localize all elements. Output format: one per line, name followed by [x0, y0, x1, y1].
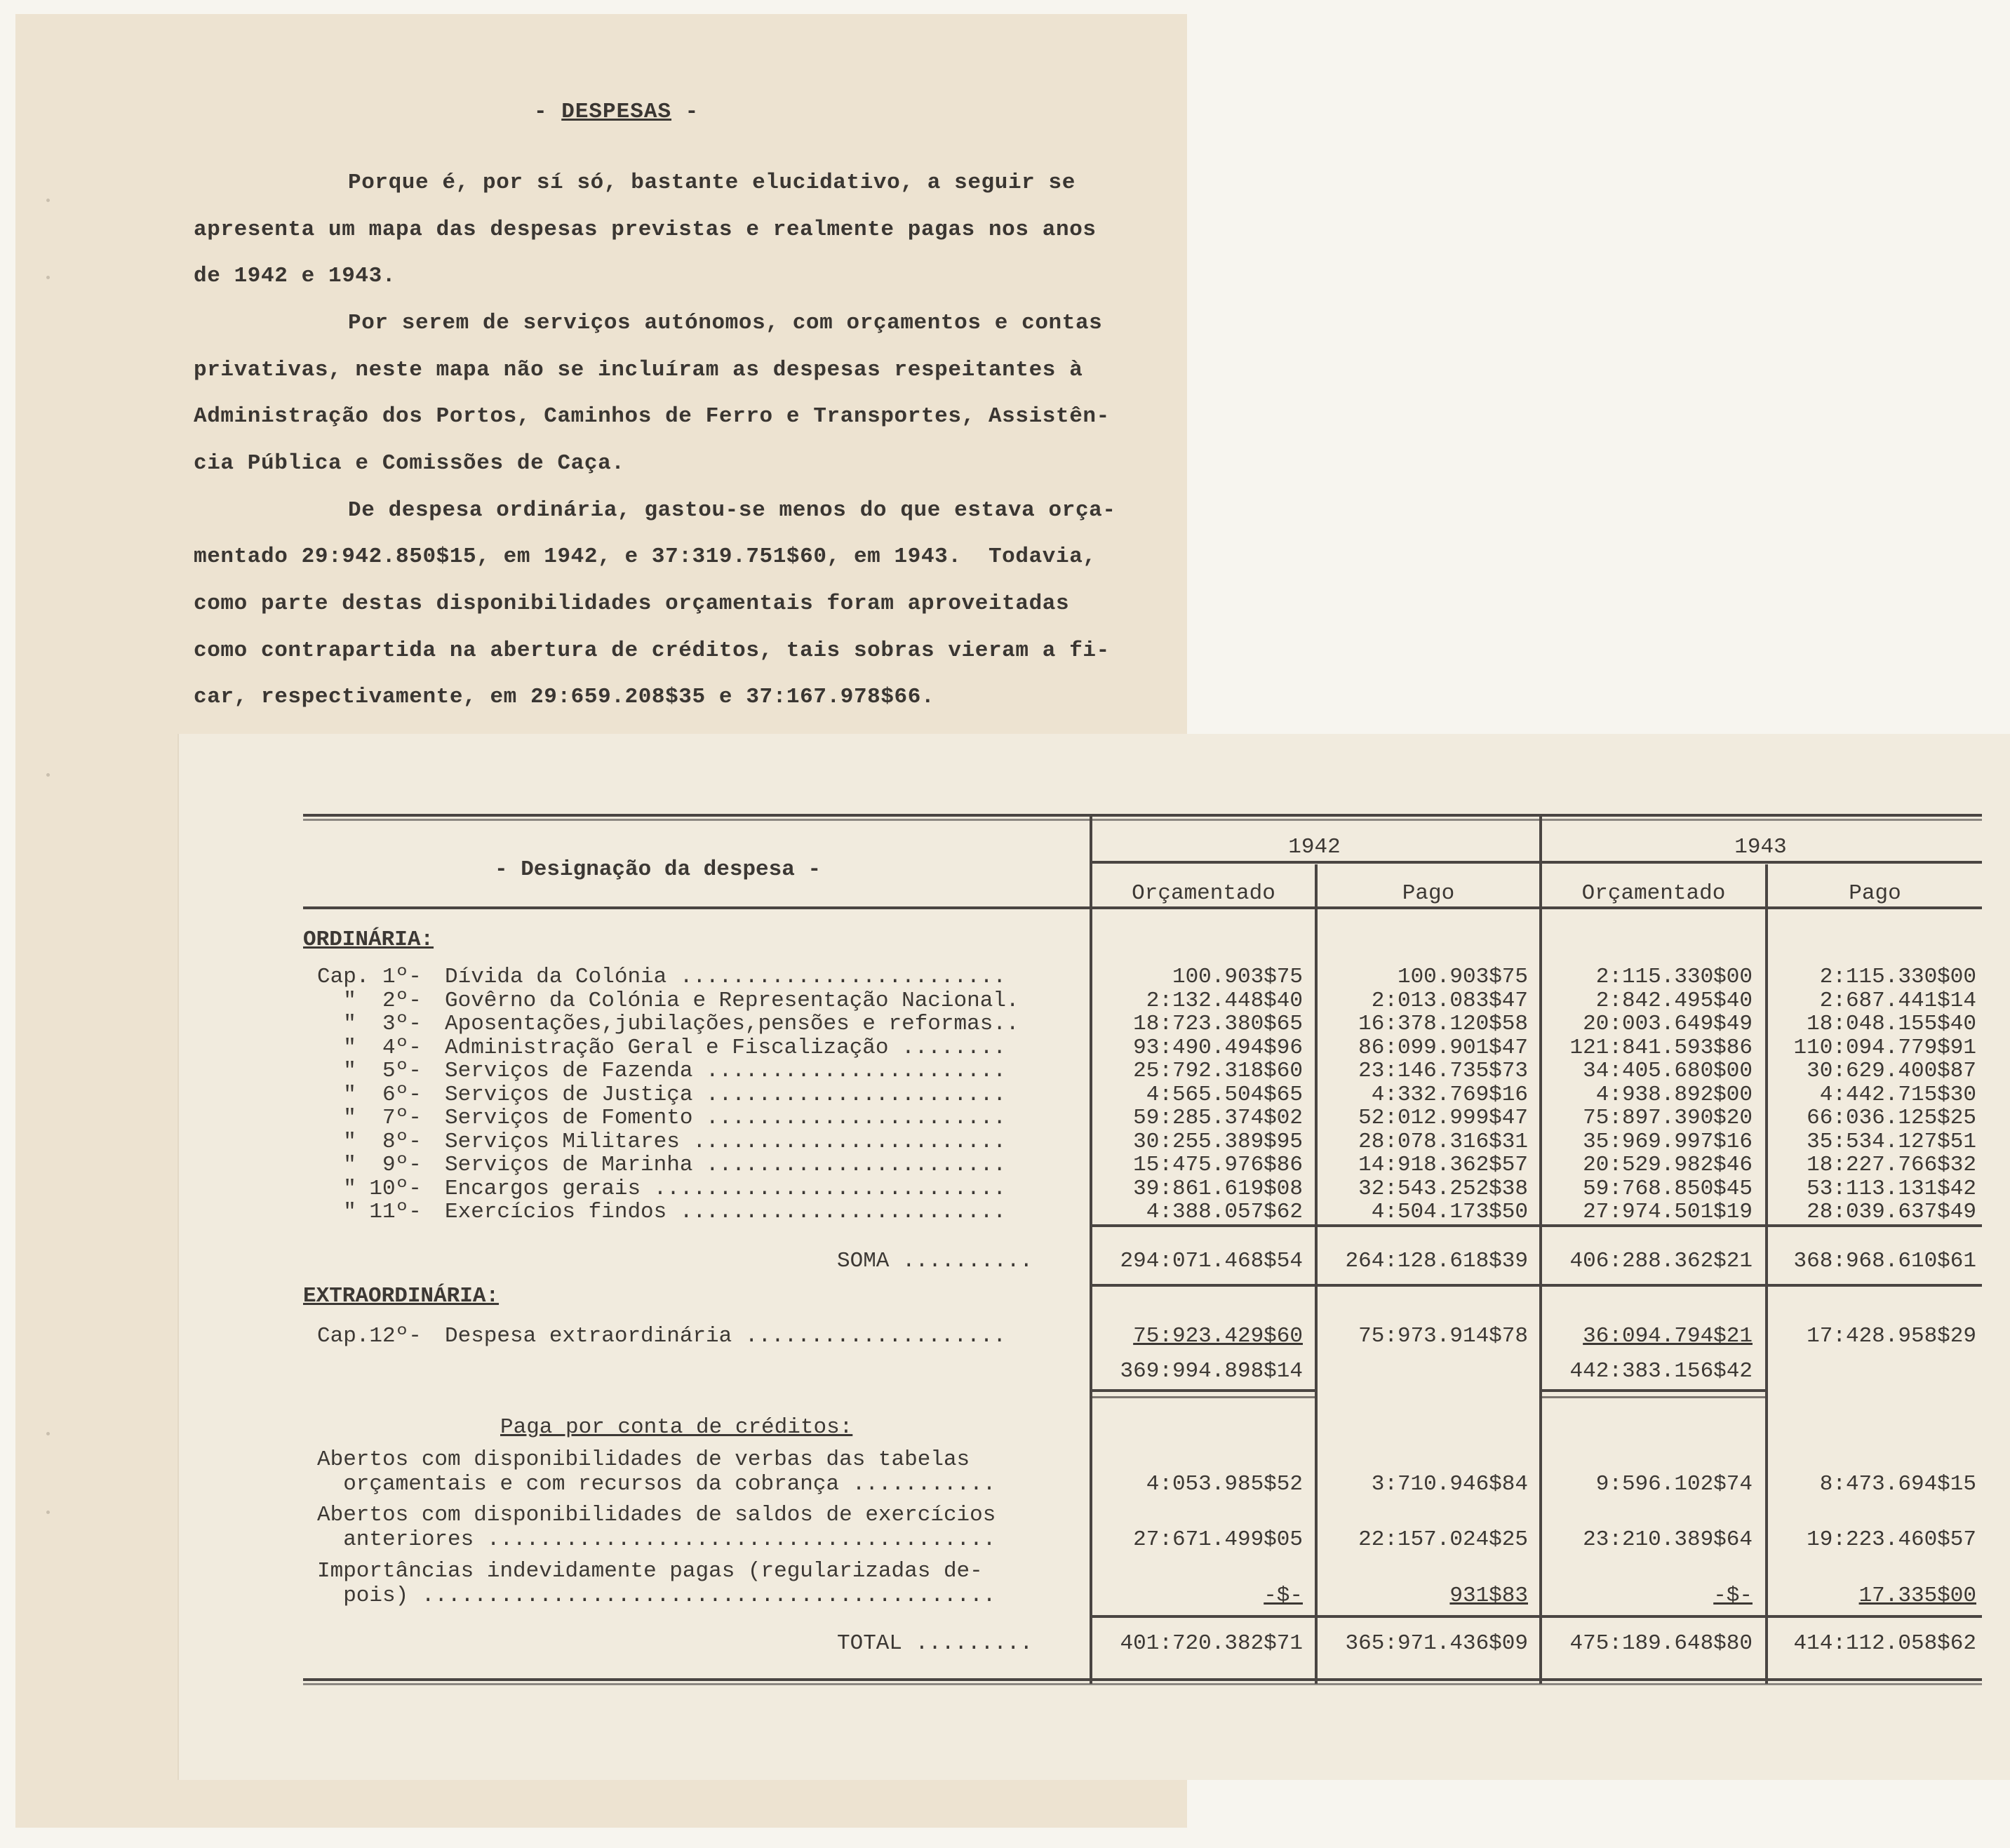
ordinary-row-value: 2:132.448$40: [1146, 989, 1303, 1013]
credit-row-3-line-2: pois) ............................................: [317, 1583, 996, 1608]
ordinary-row-value: 28:039.637$49: [1807, 1200, 1976, 1224]
ordinary-row-label: Serviços de Fazenda .......................: [445, 1059, 1006, 1083]
credit-row-1-value: 9:596.102$74: [1595, 1472, 1753, 1497]
ordinary-row-value: 14:918.362$57: [1358, 1153, 1528, 1177]
total-1942-orcamentado: 401:720.382$71: [1120, 1631, 1303, 1656]
ordinary-row-value: 35:534.127$51: [1807, 1130, 1976, 1154]
ordinary-row-value: 59:285.374$02: [1133, 1106, 1303, 1130]
paragraph-line: Por serem de serviços autónomos, com orçamentos e contas: [348, 311, 1103, 335]
subtotal-1942: 369:994.898$14: [1120, 1359, 1303, 1384]
header-rule: [303, 906, 1982, 909]
ordinary-row-value: 4:332.769$16: [1371, 1083, 1528, 1107]
ordinary-row-label: Administração Geral e Fiscalização ........: [445, 1036, 1006, 1060]
extra-1942-pago: 75:973.914$78: [1358, 1324, 1528, 1348]
credit-row-2-line-1: Abertos com disponibilidades de saldos de exercícios: [317, 1503, 996, 1527]
ordinary-row-prefix: " 4º-: [317, 1036, 422, 1060]
ordinary-row-value: 4:938.892$00: [1595, 1083, 1753, 1107]
ordinary-row-label: Govêrno da Colónia e Representação Nacional.: [445, 989, 1019, 1013]
ordinary-row-value: 121:841.593$86: [1569, 1036, 1753, 1060]
ordinary-row-value: 18:048.155$40: [1807, 1012, 1976, 1036]
ordinary-row-value: 100.903$75: [1397, 965, 1528, 989]
ordinary-row-value: 2:115.330$00: [1819, 965, 1976, 989]
ordinary-row-value: 2:842.495$40: [1595, 989, 1753, 1013]
paragraph-line: Porque é, por sí só, bastante elucidativo, a seguir se: [348, 170, 1076, 195]
soma-rule: [1090, 1224, 1982, 1227]
ordinary-row-value: 18:227.766$32: [1807, 1153, 1976, 1177]
ordinary-row-prefix: " 6º-: [317, 1083, 422, 1107]
ordinary-row-value: 2:115.330$00: [1595, 965, 1753, 989]
total-1942-pago: 365:971.436$09: [1345, 1631, 1528, 1656]
ordinary-row-value: 30:255.389$95: [1133, 1130, 1303, 1154]
subtotal-rule: [1090, 1396, 1315, 1398]
paragraph-line: de 1942 e 1943.: [194, 264, 396, 288]
ordinary-row-value: 39:861.619$08: [1133, 1177, 1303, 1201]
soma-rule-bottom: [1090, 1284, 1982, 1287]
ordinary-row-prefix: " 2º-: [317, 989, 422, 1013]
ordinary-row-label: Serviços Militares ........................: [445, 1130, 1006, 1154]
ordinary-row-label: Aposentações,jubilações,pensões e reformas..: [445, 1012, 1019, 1036]
ordinary-row-value: 28:078.316$31: [1358, 1130, 1528, 1154]
credit-row-2-line-2: anteriores .......................................: [317, 1527, 996, 1552]
ordinary-row-value: 100.903$75: [1172, 965, 1303, 989]
ordinary-row-value: 52:012.999$47: [1358, 1106, 1528, 1130]
paragraph-line: cia Pública e Comissões de Caça.: [194, 451, 625, 476]
soma-1942-pago: 264:128.618$39: [1345, 1249, 1528, 1273]
ordinary-row-value: 18:723.380$65: [1133, 1012, 1303, 1036]
col-pago-1943: Pago: [1849, 881, 1901, 906]
ordinary-row-prefix: " 9º-: [317, 1153, 422, 1177]
ordinary-row-value: 4:504.173$50: [1371, 1200, 1528, 1224]
ordinary-row-prefix: Cap. 1º-: [317, 965, 422, 989]
year-1942: 1942: [1288, 835, 1341, 859]
ordinary-row-value: 93:490.494$96: [1133, 1036, 1303, 1060]
ordinary-row-value: 20:003.649$49: [1583, 1012, 1753, 1036]
credits-heading: Paga por conta de créditos:: [500, 1415, 853, 1440]
page-title: [534, 100, 699, 124]
section-extraordinaria: EXTRAORDINÁRIA:: [303, 1284, 500, 1308]
ordinary-row-label: Exercícios findos .........................: [445, 1200, 1006, 1224]
credit-row-3-line-1: Importâncias indevidamente pagas (regularizadas de-: [317, 1559, 983, 1583]
paragraph-line: apresenta um mapa das despesas previstas e realmente pagas nos anos: [194, 217, 1097, 242]
ordinary-row-value: 20:529.982$46: [1583, 1153, 1753, 1177]
punch-mark: [46, 773, 50, 777]
punch-mark: [46, 1511, 50, 1514]
soma-1943-orcamentado: 406:288.362$21: [1569, 1249, 1753, 1273]
table-rule: [303, 814, 1982, 817]
total-label: TOTAL .........: [837, 1631, 1033, 1656]
ordinary-row-value: 86:099.901$47: [1358, 1036, 1528, 1060]
credit-row-2-value: 27:671.499$05: [1133, 1527, 1303, 1552]
punch-mark: [46, 199, 50, 202]
ordinary-row-label: Serviços de Fomento .......................: [445, 1106, 1006, 1130]
ordinary-row-value: 2:013.083$47: [1371, 989, 1528, 1013]
title-suffix: -: [671, 100, 699, 124]
extra-row-prefix: Cap.12º-: [317, 1324, 422, 1348]
ordinary-row-value: 75:897.390$20: [1583, 1106, 1753, 1130]
ordinary-row-value: 16:378.120$58: [1358, 1012, 1528, 1036]
credit-row-3-value: 931$83: [1449, 1583, 1528, 1608]
col-pago-1942: Pago: [1402, 881, 1455, 906]
total-1943-pago: 414:112.058$62: [1793, 1631, 1976, 1656]
ordinary-row-value: 59:768.850$45: [1583, 1177, 1753, 1201]
extra-1943-orcamentado: 36:094.794$21: [1583, 1324, 1753, 1348]
soma-label: SOMA ..........: [837, 1249, 1033, 1273]
ordinary-row-prefix: " 8º-: [317, 1130, 422, 1154]
soma-1942-orcamentado: 294:071.468$54: [1120, 1249, 1303, 1273]
section-ordinaria: ORDINÁRIA:: [303, 928, 434, 952]
extra-row-label: Despesa extraordinária ....................: [445, 1324, 1006, 1348]
credit-row-2-value: 19:223.460$57: [1807, 1527, 1976, 1552]
credit-row-2-value: 23:210.389$64: [1583, 1527, 1753, 1552]
credit-row-1-line-1: Abertos com disponibilidades de verbas das tabelas: [317, 1447, 970, 1472]
credit-row-2-value: 22:157.024$25: [1358, 1527, 1528, 1552]
year-1943: 1943: [1734, 835, 1787, 859]
ordinary-row-prefix: " 5º-: [317, 1059, 422, 1083]
subtotal-rule: [1539, 1389, 1765, 1392]
ordinary-row-label: Serviços de Marinha .......................: [445, 1153, 1006, 1177]
table-bottom-rule: [303, 1683, 1982, 1685]
subtotal-rule: [1090, 1389, 1315, 1392]
paragraph-line: mentado 29:942.850$15, em 1942, e 37:319.751$60, em 1943. Todavia,: [194, 544, 1097, 569]
ordinary-row-value: 32:543.252$38: [1358, 1177, 1528, 1201]
table-rule: [303, 819, 1982, 821]
subtotal-rule: [1539, 1396, 1765, 1398]
paragraph-line: car, respectivamente, em 29:659.208$35 e 37:167.978$66.: [194, 685, 935, 709]
ordinary-row-value: 35:969.997$16: [1583, 1130, 1753, 1154]
ordinary-row-prefix: " 11º-: [317, 1200, 422, 1224]
ordinary-row-value: 27:974.501$19: [1583, 1200, 1753, 1224]
ordinary-row-prefix: " 3º-: [317, 1012, 422, 1036]
paragraph-line: como contrapartida na abertura de créditos, tais sobras vieram a fi-: [194, 638, 1110, 663]
credit-row-3-value: 17.335$00: [1858, 1583, 1976, 1608]
extra-1943-pago: 17:428.958$29: [1807, 1324, 1976, 1348]
credit-row-1-value: 8:473.694$15: [1819, 1472, 1976, 1497]
total-1943-orcamentado: 475:189.648$80: [1569, 1631, 1753, 1656]
subtotal-1943: 442:383.156$42: [1569, 1359, 1753, 1384]
ordinary-row-label: Serviços de Justiça .......................: [445, 1083, 1006, 1107]
ordinary-row-value: 53:113.131$42: [1807, 1177, 1976, 1201]
ordinary-row-value: 4:388.057$62: [1146, 1200, 1303, 1224]
credit-row-1-line-2: orçamentais e com recursos da cobrança ...........: [317, 1472, 996, 1497]
ordinary-row-value: 25:792.318$60: [1133, 1059, 1303, 1083]
credit-row-3-value: -$-: [1713, 1583, 1753, 1608]
ordinary-row-value: 34:405.680$00: [1583, 1059, 1753, 1083]
punch-mark: [46, 1432, 50, 1435]
ordinary-row-value: 4:565.504$65: [1146, 1083, 1303, 1107]
ordinary-row-value: 2:687.441$14: [1819, 989, 1976, 1013]
punch-mark: [46, 276, 50, 279]
credit-row-3-value: -$-: [1264, 1583, 1303, 1608]
soma-1943-pago: 368:968.610$61: [1793, 1249, 1976, 1273]
ordinary-row-value: 110:094.779$91: [1793, 1036, 1976, 1060]
col-orcamentado-1942: Orçamentado: [1132, 881, 1275, 906]
paragraph-line: como parte destas disponibilidades orçamentais foram aproveitadas: [194, 591, 1070, 616]
title-prefix: -: [534, 100, 562, 124]
year-rule: [1090, 861, 1982, 864]
table-bottom-rule: [303, 1678, 1982, 1681]
ordinary-row-label: Dívida da Colónia .........................: [445, 965, 1006, 989]
credit-row-1-value: 4:053.985$52: [1146, 1472, 1303, 1497]
title-text: DESPESAS: [561, 100, 672, 124]
extra-1942-orcamentado: 75:923.429$60: [1133, 1324, 1303, 1348]
total-rule: [1090, 1615, 1982, 1618]
paragraph-line: privativas, neste mapa não se incluíram as despesas respeitantes à: [194, 358, 1083, 382]
ordinary-row-value: 66:036.125$25: [1807, 1106, 1976, 1130]
ordinary-row-prefix: " 10º-: [317, 1177, 422, 1201]
ordinary-row-value: 15:475.976$86: [1133, 1153, 1303, 1177]
designation-header: - Designação da despesa -: [495, 857, 822, 882]
ordinary-row-value: 30:629.400$87: [1807, 1059, 1976, 1083]
col-orcamentado-1943: Orçamentado: [1581, 881, 1726, 906]
ordinary-row-prefix: " 7º-: [317, 1106, 422, 1130]
paragraph-line: De despesa ordinária, gastou-se menos do que estava orça-: [348, 498, 1116, 523]
ordinary-row-value: 4:442.715$30: [1819, 1083, 1976, 1107]
paragraph-line: Administração dos Portos, Caminhos de Ferro e Transportes, Assistên-: [194, 404, 1110, 429]
ordinary-row-value: 23:146.735$73: [1358, 1059, 1528, 1083]
credit-row-1-value: 3:710.946$84: [1371, 1472, 1528, 1497]
ordinary-row-label: Encargos gerais ...........................: [445, 1177, 1006, 1201]
